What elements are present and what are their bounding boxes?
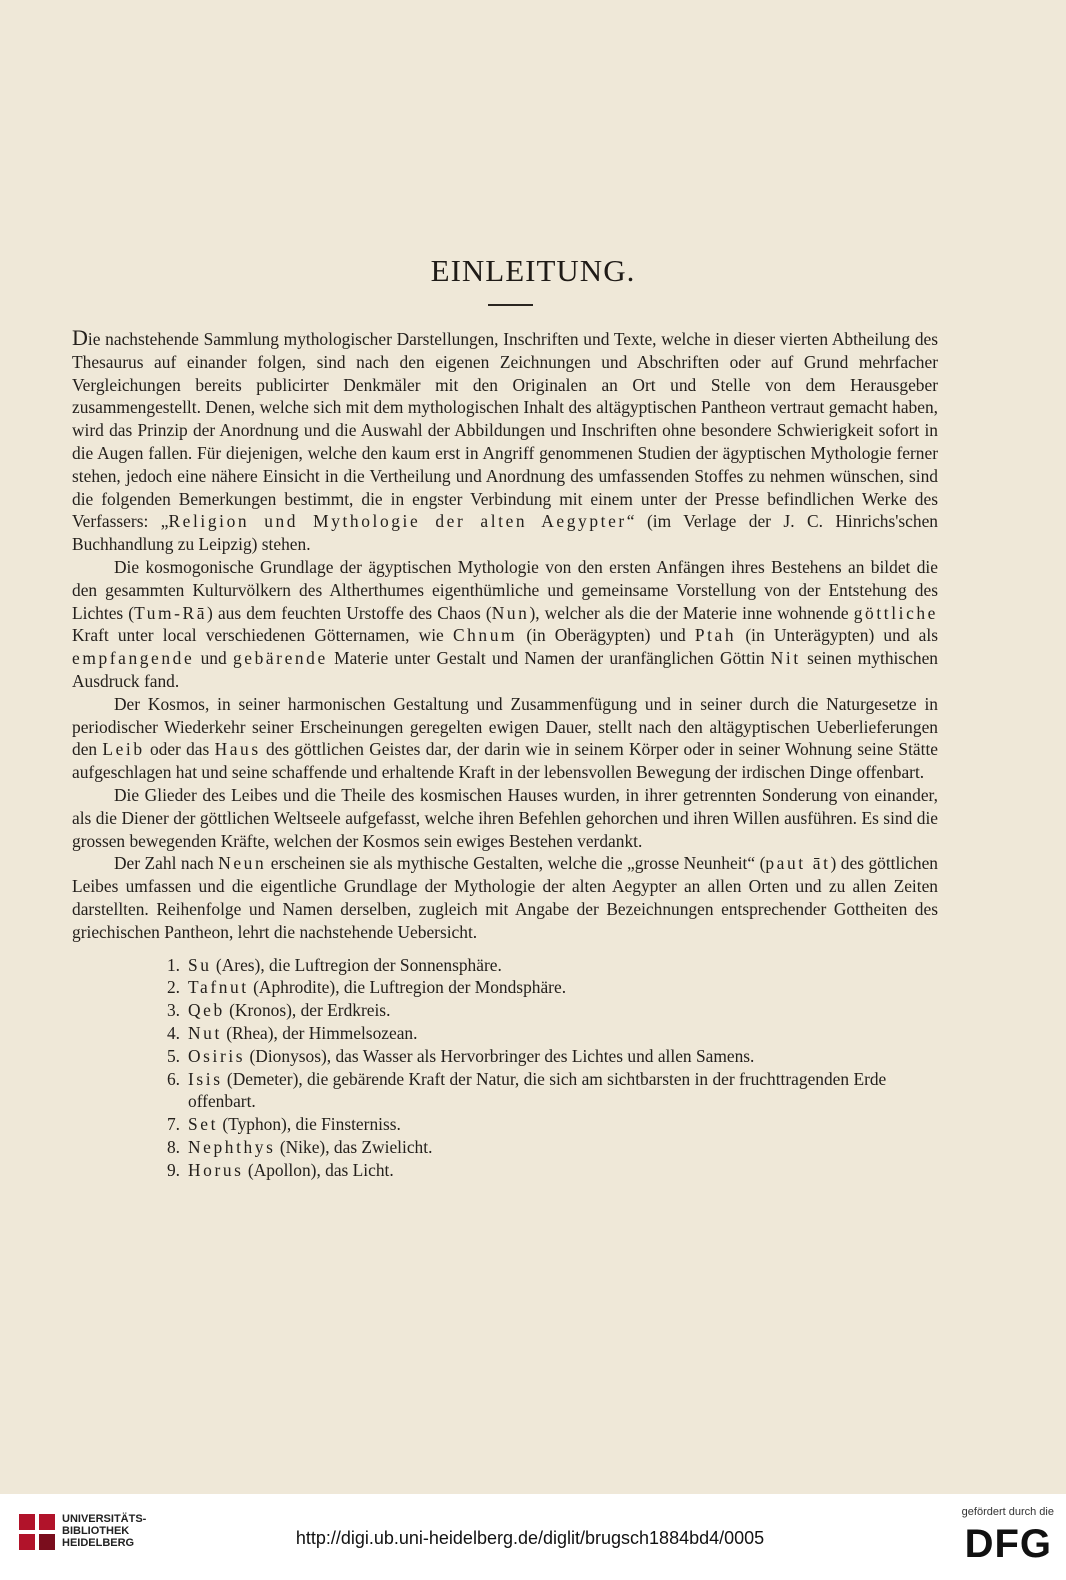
body-text <box>72 327 938 1181</box>
list-item: 9. Horus (Apollon), das Licht. <box>166 1159 394 1180</box>
list-item: 3. Qeb (Kronos), der Erdkreis. <box>166 1000 391 1021</box>
drop-letter: D <box>72 325 88 350</box>
list-item: 4. Nut (Rhea), der Himmelsozean. <box>166 1022 418 1043</box>
list-item: 2. Tafnut (Aphrodite), die Luftregion der Mondsphäre. <box>166 977 567 998</box>
dfg-logo: DFG <box>964 1522 1052 1566</box>
library-name: UNIVERSITÄTS- BIBLIOTHEK HEIDELBERG <box>62 1513 147 1549</box>
paragraph-1: Die nachstehende Sammlung mythologischer Darstellungen, Inschriften und Texte, welche in dieser vierten Abtheilung des Thesaurus auf einander folgen, sind nach den eigenen Zeichnungen und Abschriften oder auf Grund mehrfacher Vergleichungen bereits publicirter Denkmäler mit den Originalen an Ort und Stelle von dem Herausgeber zusammengestellt. Denen, welche sich mit dem mythologischen Inhalt des altägyptischen Pantheon vertraut gemacht haben, wird das Prinzip der Anordnung und die Auswahl der Abbildungen und Inschriften ohne besondere Schwierigkeit sofort in die Augen fallen. Für diejenigen, welche den kaum erst in Angriff genommenen Studien der ägyptischen Mythologie ferner stehen, jedoch eine nähere Einsicht in die Vertheilung und Anordnung des umfassenden Stoffes zu nehmen wünschen, sind die folgenden Bemerkungen bestimmt, die in engster Verbindung mit einem unter der Presse befindlichen Werke des Verfassers: „Religion und Mythologie der alten Aegypter“ (im Verlage der J. C. Hinrichs'schen Buchhandlung zu Leipzig) stehen. <box>72 325 938 555</box>
list-item: 1. Su (Ares), die Luftregion der Sonnensphäre. <box>166 954 502 975</box>
library-logo-icon <box>17 1510 57 1554</box>
paragraph-4: Die Glieder des Leibes und die Theile des kosmischen Hauses wurden, in ihrer getrennten Sonderung von einander, als die Diener der göttlichen Weltseele aufgefasst, welche ihren Befehlen gehorchen und ihren Willen ausführen. Es sind die grossen bewegenden Kräfte, welchen der Kosmos sein ewiges Bestehen verdankt. <box>72 784 938 851</box>
list-item: 7. Set (Typhon), die Finsterniss. <box>166 1114 401 1135</box>
list-item: 8. Nephthys (Nike), das Zwielicht. <box>166 1136 433 1157</box>
permalink-url[interactable]: http://digi.ub.uni-heidelberg.de/diglit/brugsch1884bd4/0005 <box>295 1528 765 1548</box>
page-title: EINLEITUNG. <box>430 253 636 288</box>
paragraph-2: Die kosmogonische Grundlage der ägyptischen Mythologie von den ersten Anfängen ihres Bestehens an bildet die den gesammten Kulturvölkern des Altherthumes eigenthümliche und gemeinsame Vorstellung von der Entstehung des Lichtes (Tum-Rā) aus dem feuchten Urstoffe des Chaos (Nun), welcher als die der Materie inne wohnende göttliche Kraft unter local verschiedenen Götternamen, wie Chnum (in Oberägypten) und Ptah (in Unterägypten) und als empfangende und gebärende Materie unter Gestalt und Namen der uranfänglichen Göttin Nit seinen mythischen Ausdruck fand. <box>72 556 939 691</box>
title-rule <box>488 304 533 306</box>
deity-list <box>72 954 938 1182</box>
book-title: Religion und Mythologie der alten Aegypter <box>168 511 627 532</box>
list-item: 5. Osiris (Dionysos), das Wasser als Hervorbringer des Lichtes und allen Samens. <box>166 1045 755 1066</box>
paragraph-3: Der Kosmos, in seiner harmonischen Gestaltung und Zusammenfügung und in seiner durch die Naturgesetze in periodischer Wiederkehr seiner Erscheinungen geregelten ewigen Dauer, stellt nach den altägyptischen Ueberlieferungen den Leib oder das Haus des göttlichen Geistes dar, der darin wie in seinem Körper oder in seiner Wohnung seine Stätte aufgeschlagen hat und seine schaffende und erhaltende Kraft in der lebensvollen Bewegung der irdischen Dinge offenbart. <box>72 693 938 783</box>
footer-bar <box>0 1494 1066 1580</box>
paragraph-5: Der Zahl nach Neun erscheinen sie als mythische Gestalten, welche die „grosse Neunheit“ (paut āt) des göttlichen Leibes umfassen und die eigentliche Grundlage der Mythologie der alten Aegypter an allen Orten und zu allen Zeiten darstellten. Reihenfolge und Namen derselben, zugleich mit Angabe der Bezeichnungen entsprechender Gottheiten des griechischen Pantheon, lehrt die nachstehende Uebersicht. <box>72 853 939 942</box>
funding-note: gefördert durch die <box>961 1506 1054 1518</box>
list-item: 6. Isis (Demeter), die gebärende Kraft der Natur, die sich am sichtbarsten in der fruchttragenden Erde offenbart. <box>166 1068 887 1112</box>
